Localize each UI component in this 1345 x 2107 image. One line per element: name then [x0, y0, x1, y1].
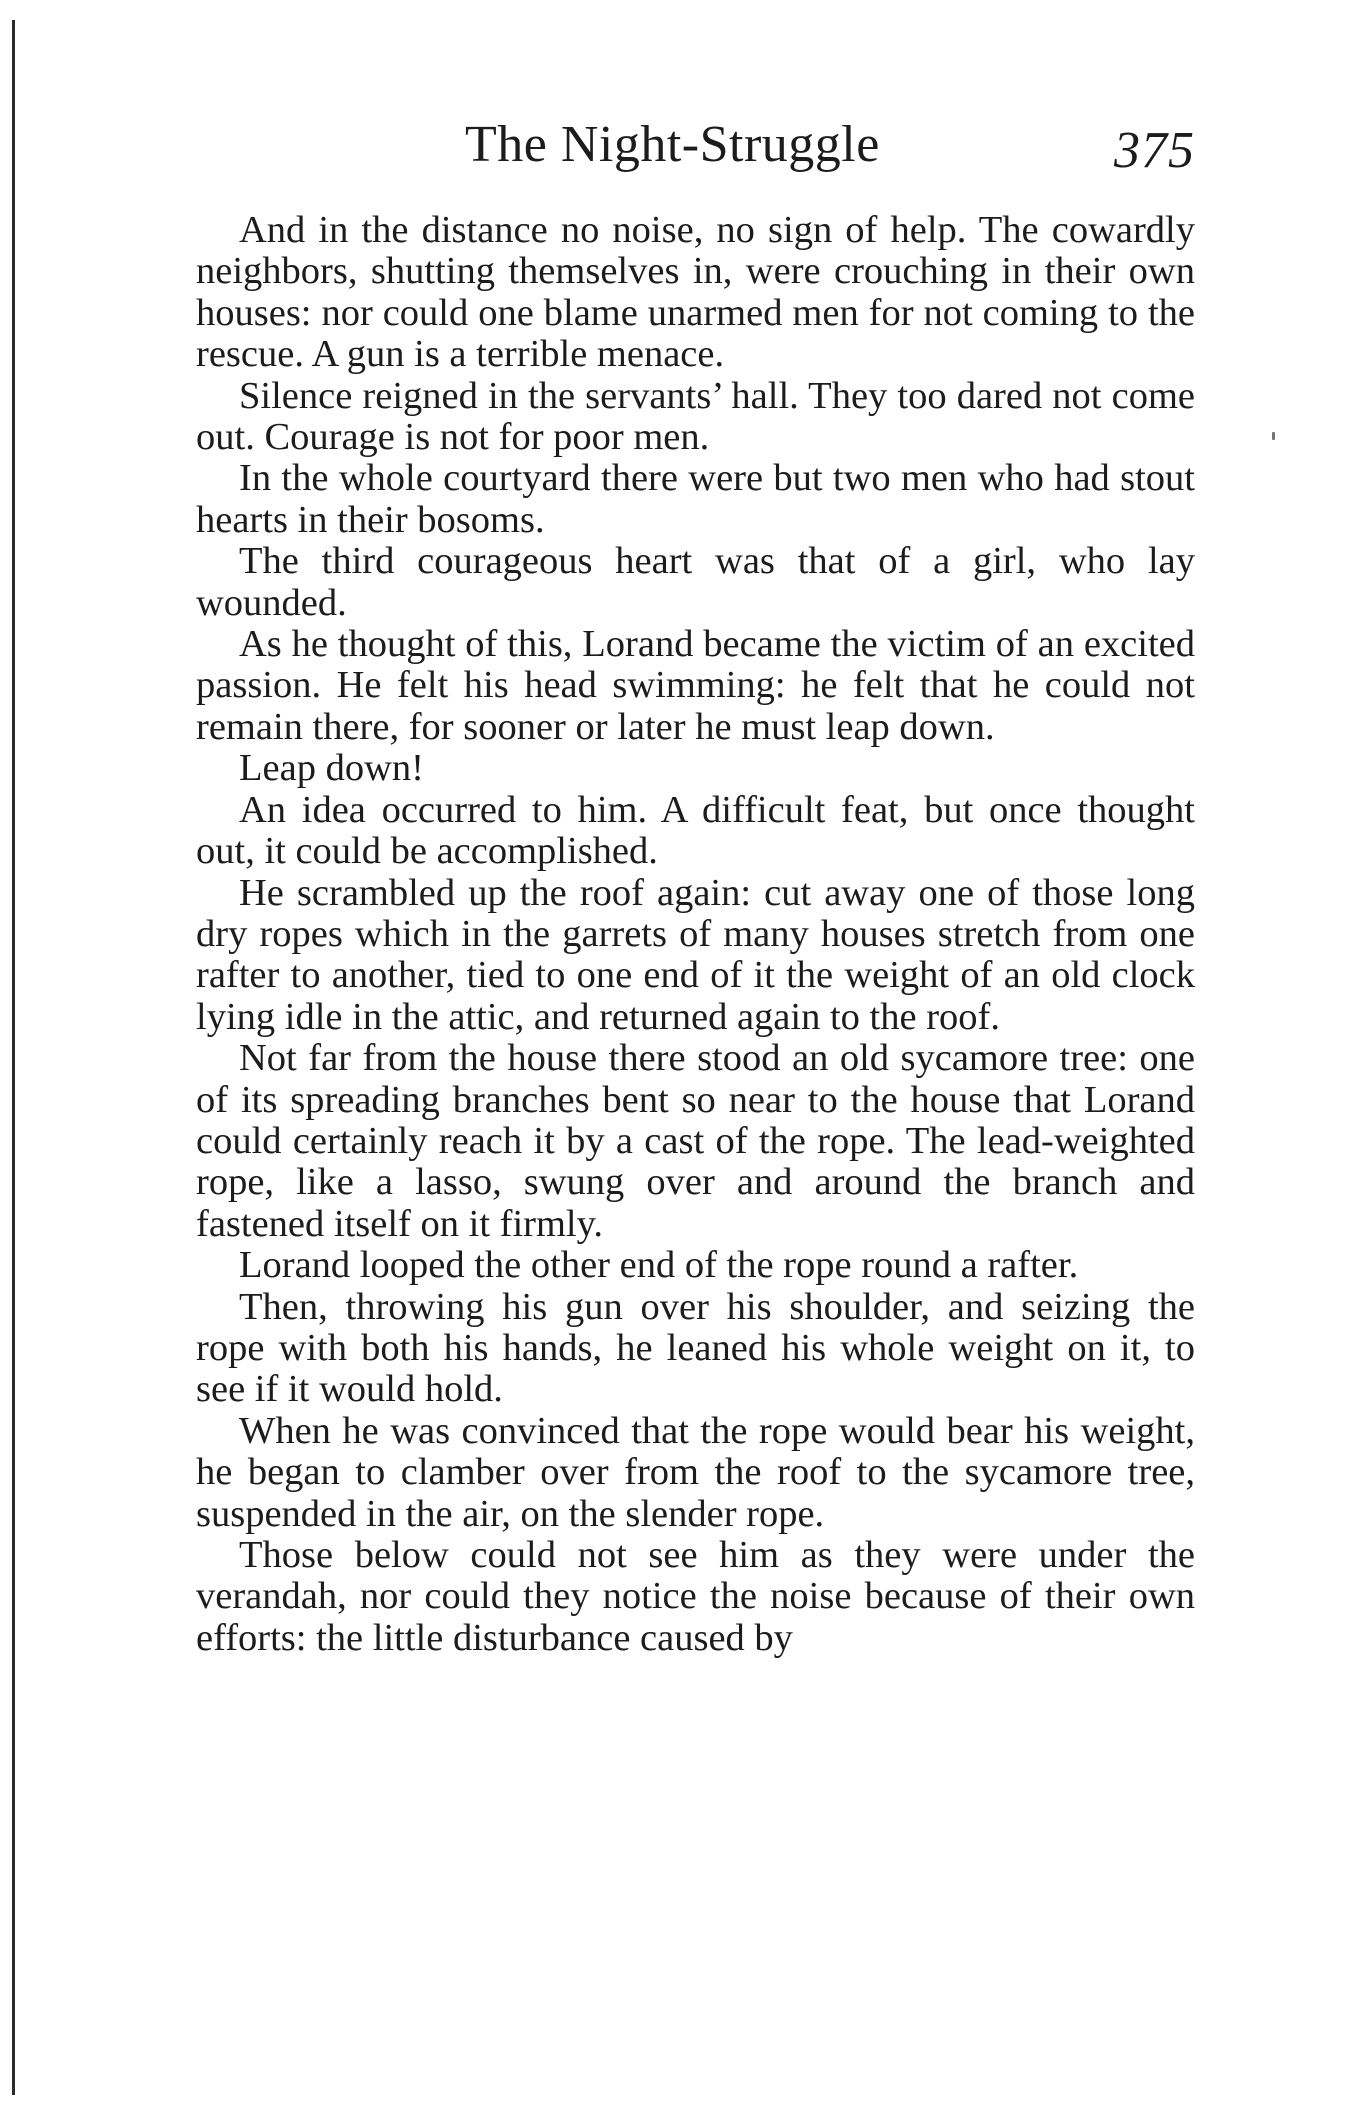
paragraph: Leap down! — [239, 747, 424, 790]
paragraph: The third courageous heart was that of a girl, who lay wounded. — [196, 540, 1195, 624]
paragraph: As he thought of this, Lorand became the victim of an excited passion. He felt his head swimming: he felt that he could not remain there, for sooner or later he must leap down. — [196, 623, 1195, 748]
paragraph: When he was convinced that the rope would bear his weight, he began to clamber over from the roof to the sycamore tree, suspended in the air, on the slender rope. — [196, 1409, 1195, 1535]
paragraph: Those below could not see him as they were under the verandah, nor could they notice the noise because of their own efforts: the little disturbance caused by — [196, 1534, 1195, 1659]
page-title: The Night-Struggle — [465, 116, 880, 173]
running-head — [200, 110, 1195, 180]
page-binding-edge — [12, 20, 15, 2095]
paragraph: Silence reigned in the servants’ hall. They too dared not come out. Courage is not for poor men. — [196, 374, 1195, 459]
paragraph: An idea occurred to him. A difficult feat, but once thought out, it could be accomplished. — [196, 788, 1195, 873]
scan-speck — [1272, 432, 1275, 440]
paragraph: Lorand looped the other end of the rope round a rafter. — [239, 1244, 1079, 1287]
paragraph: Not far from the house there stood an old sycamore tree: one of its spreading branches bent so near to the house that Lorand could certainly reach it by a cast of the rope. The lead-weighted rope, like a lasso, swung over and around the branch and fastened itself on it firmly. — [196, 1037, 1195, 1245]
paragraph: Then, throwing his gun over his shoulder, and seizing the rope with both his hands, he leaned his whole weight on it, to see if it would hold. — [196, 1285, 1195, 1411]
paragraph: He scrambled up the roof again: cut away one of those long dry ropes which in the garrets of many houses stretch from one rafter to another, tied to one end of it the weight of an old clock lying idle in the attic, and returned again to the roof. — [196, 871, 1195, 1038]
paragraph: In the whole courtyard there were but two men who had stout hearts in their bosoms. — [196, 457, 1195, 541]
page-number: 375 — [1114, 122, 1195, 179]
paragraph: And in the distance no noise, no sign of help. The cowardly neighbors, shutting themselves in, were crouching in their own houses: nor could one blame unarmed men for not coming to the rescue. A gun is a terrible menace. — [196, 209, 1195, 376]
body-text — [196, 210, 1195, 1659]
